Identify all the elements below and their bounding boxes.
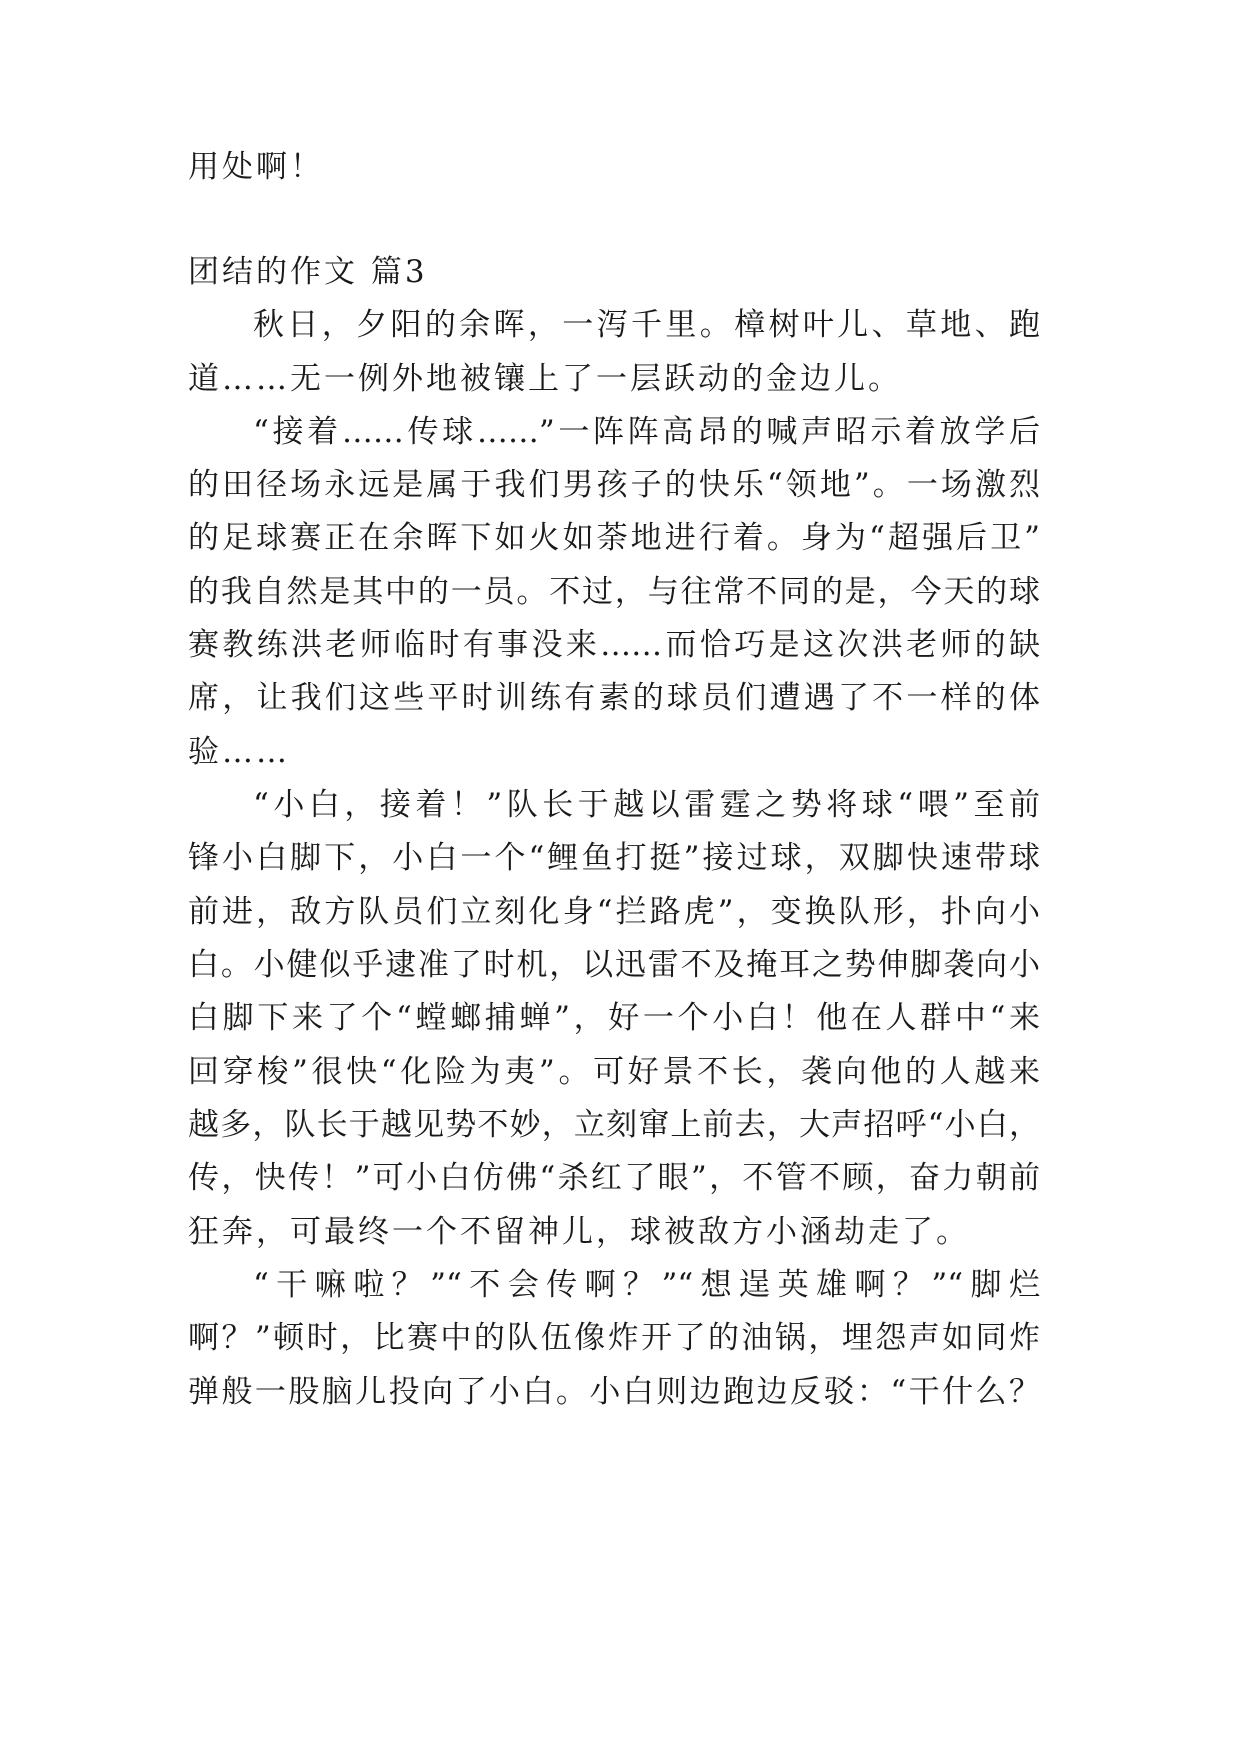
- paragraph-line: 弹般一股脑儿投向了小白。小白则边跑边反驳：“干什么？: [188, 1374, 1040, 1410]
- paragraph-line: “小白，接着！”队长于越以雷霆之势将球“喂”至前: [253, 787, 1040, 823]
- paragraph-line: 传，快传！”可小白仿佛“杀红了眼”，不管不顾，奋力朝前: [188, 1160, 1040, 1196]
- paragraph-line: “接着……传球……”一阵阵高昂的喊声昭示着放学后: [253, 414, 1040, 450]
- paragraph-line: 道……无一例外地被镶上了一层跃动的金边儿。: [188, 361, 902, 397]
- paragraph-line: 锋小白脚下，小白一个“鲤鱼打挺”接过球，双脚快速带球: [188, 840, 1040, 876]
- paragraph-line: 的我自然是其中的一员。不过，与往常不同的是，今天的球: [188, 574, 1040, 610]
- paragraph-line: 白脚下来了个“螳螂捕蝉”，好一个小白！他在人群中“来: [188, 1000, 1040, 1036]
- paragraph-line: 前进，敌方队员们立刻化身“拦路虎”，变换队形，扑向小: [188, 894, 1040, 930]
- paragraph-line: 赛教练洪老师临时有事没来……而恰巧是这次洪老师的缺: [188, 627, 1040, 663]
- text-line: 用处啊！: [188, 149, 324, 185]
- paragraph-line: 验……: [188, 734, 290, 770]
- paragraph-line: 越多，队长于越见势不妙，立刻窜上前去，大声招呼“小白，: [188, 1107, 1040, 1143]
- section-heading: 团结的作文 篇3: [188, 254, 428, 290]
- paragraph-line: 秋日，夕阳的余晖，一泻千里。樟树叶儿、草地、跑: [253, 307, 1040, 343]
- paragraph-line: 席，让我们这些平时训练有素的球员们遭遇了不一样的体: [188, 680, 1040, 716]
- paragraph-line: 回穿梭”很快“化险为夷”。可好景不长，袭向他的人越来: [188, 1054, 1040, 1090]
- paragraph-line: 的足球赛正在余晖下如火如荼地进行着。身为“超强后卫”: [188, 520, 1040, 556]
- paragraph-line: 狂奔，可最终一个不留神儿，球被敌方小涵劫走了。: [188, 1214, 970, 1250]
- paragraph-line: 啊？”顿时，比赛中的队伍像炸开了的油锅，埋怨声如同炸: [188, 1320, 1040, 1356]
- paragraph-line: 的田径场永远是属于我们男孩子的快乐“领地”。一场激烈: [188, 467, 1040, 503]
- paragraph-line: “干嘛啦？”“不会传啊？”“想逞英雄啊？”“脚烂: [253, 1267, 1040, 1303]
- paragraph-line: 白。小健似乎逮准了时机，以迅雷不及掩耳之势伸脚袭向小: [188, 947, 1040, 983]
